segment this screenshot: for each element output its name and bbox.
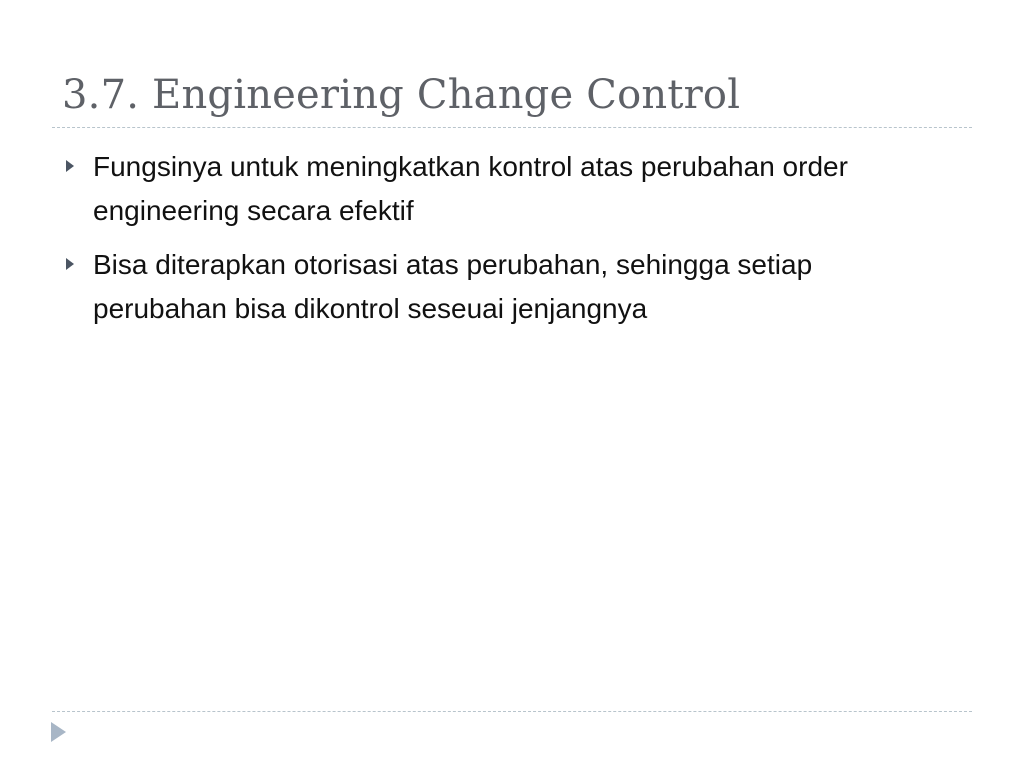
bullet-item <box>62 145 942 233</box>
bullet-list <box>62 145 942 341</box>
triangle-bullet-icon <box>66 258 74 270</box>
next-slide-arrow-icon[interactable] <box>51 722 66 742</box>
bullet-text: Fungsinya untuk meningkatkan kontrol atas perubahan order engineering secara efektif <box>93 151 848 226</box>
triangle-bullet-icon <box>66 160 74 172</box>
title-divider <box>52 127 972 128</box>
footer-divider <box>52 711 972 712</box>
bullet-text: Bisa diterapkan otorisasi atas perubahan, sehingga setiap perubahan bisa dikontrol seseuai jenjangnya <box>93 249 813 324</box>
bullet-item <box>62 243 942 331</box>
slide-title: 3.7. Engineering Change Control <box>62 72 741 118</box>
